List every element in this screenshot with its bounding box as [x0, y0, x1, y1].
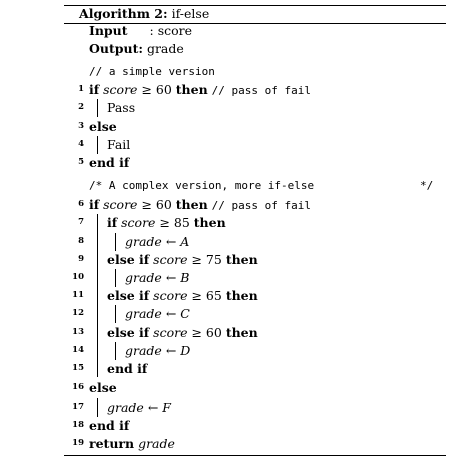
line-number: 16 — [72, 382, 84, 392]
code-line-5: end if — [89, 155, 130, 170]
line-number: 1 — [78, 84, 84, 94]
variable: score — [153, 325, 188, 340]
variable: grade — [125, 306, 162, 321]
condition: ≥ 60 — [141, 197, 172, 212]
line-number: 11 — [72, 290, 84, 300]
assign-arrow: ← — [165, 270, 177, 285]
value: A — [180, 234, 190, 249]
line-number: 18 — [72, 420, 84, 430]
variable: grade — [107, 400, 144, 415]
keyword: return — [89, 436, 135, 451]
line-number: 19 — [72, 438, 84, 448]
line-number: 4 — [78, 139, 84, 149]
input-line — [89, 24, 192, 38]
complex-comment-close: */ — [420, 179, 434, 192]
code-line-7 — [107, 215, 226, 230]
block-bar — [115, 305, 116, 323]
keyword: then — [193, 215, 226, 230]
keyword: if — [107, 215, 118, 230]
line-number: 12 — [72, 308, 84, 318]
assign-arrow: ← — [165, 343, 177, 358]
line-number: 5 — [78, 157, 84, 167]
code-line-9 — [107, 252, 258, 267]
line-number: 7 — [78, 217, 84, 227]
keyword: else if — [107, 288, 150, 303]
code-line-15: end if — [107, 361, 148, 376]
keyword: then — [225, 288, 258, 303]
line-number: 13 — [72, 327, 84, 337]
code-line-8 — [125, 234, 189, 249]
variable: score — [153, 288, 188, 303]
line-number: 15 — [72, 363, 84, 373]
value: F — [162, 400, 171, 415]
condition: ≥ 85 — [159, 215, 190, 230]
code-line-6 — [89, 197, 311, 212]
code-line-2: Pass — [107, 100, 136, 115]
keyword: if — [89, 197, 100, 212]
code-line-3: else — [89, 119, 117, 134]
line-number: 8 — [78, 236, 84, 246]
code-line-17 — [107, 400, 171, 415]
code-line-13 — [107, 325, 258, 340]
block-bar — [115, 269, 116, 287]
code-line-12 — [125, 306, 190, 321]
code-line-18: end if — [89, 418, 130, 433]
line-number: 9 — [78, 254, 84, 264]
line-number: 14 — [72, 345, 84, 355]
code-line-19 — [89, 436, 175, 451]
keyword: then — [175, 197, 208, 212]
code-line-16: else — [89, 380, 117, 395]
input-value: score — [157, 23, 193, 38]
variable: score — [121, 215, 156, 230]
inline-comment: // pass of fail — [211, 199, 312, 212]
line-number: 2 — [78, 102, 84, 112]
variable: grade — [125, 343, 162, 358]
block-bar — [97, 214, 98, 377]
condition: ≥ 60 — [191, 325, 222, 340]
variable: score — [103, 197, 138, 212]
keyword: else if — [107, 325, 150, 340]
simple-comment: // a simple version — [89, 65, 215, 78]
block-bar — [115, 233, 116, 251]
code-line-11 — [107, 288, 258, 303]
block-bar — [97, 99, 98, 117]
code-line-4: Fail — [107, 137, 131, 152]
keyword: if — [89, 82, 100, 97]
keyword: then — [225, 252, 258, 267]
variable: grade — [138, 436, 175, 451]
code-line-1 — [89, 82, 311, 97]
condition: ≥ 65 — [191, 288, 222, 303]
line-number: 6 — [78, 199, 84, 209]
output-value: grade — [146, 41, 184, 56]
keyword: then — [225, 325, 258, 340]
block-bar — [97, 398, 98, 417]
assign-arrow: ← — [165, 306, 177, 321]
value: B — [180, 270, 190, 285]
keyword: then — [175, 82, 208, 97]
block-bar — [97, 136, 98, 154]
code-line-10 — [125, 270, 189, 285]
variable: grade — [125, 234, 162, 249]
block-bar — [115, 342, 116, 360]
input-separator: : — [149, 23, 154, 38]
bottom-rule — [64, 455, 446, 456]
line-number: 17 — [72, 402, 84, 412]
variable: score — [153, 252, 188, 267]
caption-label: Algorithm 2: — [79, 6, 168, 21]
output-keyword: Output: — [89, 41, 143, 56]
variable: grade — [125, 270, 162, 285]
line-number: 10 — [72, 272, 84, 282]
code-line-14 — [125, 343, 190, 358]
complex-comment: /* A complex version, more if-else — [89, 179, 315, 192]
variable: score — [103, 82, 138, 97]
condition: ≥ 75 — [191, 252, 222, 267]
output-line — [89, 42, 184, 56]
input-keyword: Input — [89, 23, 128, 38]
condition: ≥ 60 — [141, 82, 172, 97]
assign-arrow: ← — [165, 234, 177, 249]
assign-arrow: ← — [147, 400, 159, 415]
caption-title: if-else — [171, 6, 210, 21]
line-number: 3 — [78, 121, 84, 131]
value: D — [180, 343, 191, 358]
value: C — [180, 306, 190, 321]
inline-comment: // pass of fail — [211, 84, 312, 97]
keyword: else if — [107, 252, 150, 267]
algorithm-caption — [79, 7, 209, 21]
